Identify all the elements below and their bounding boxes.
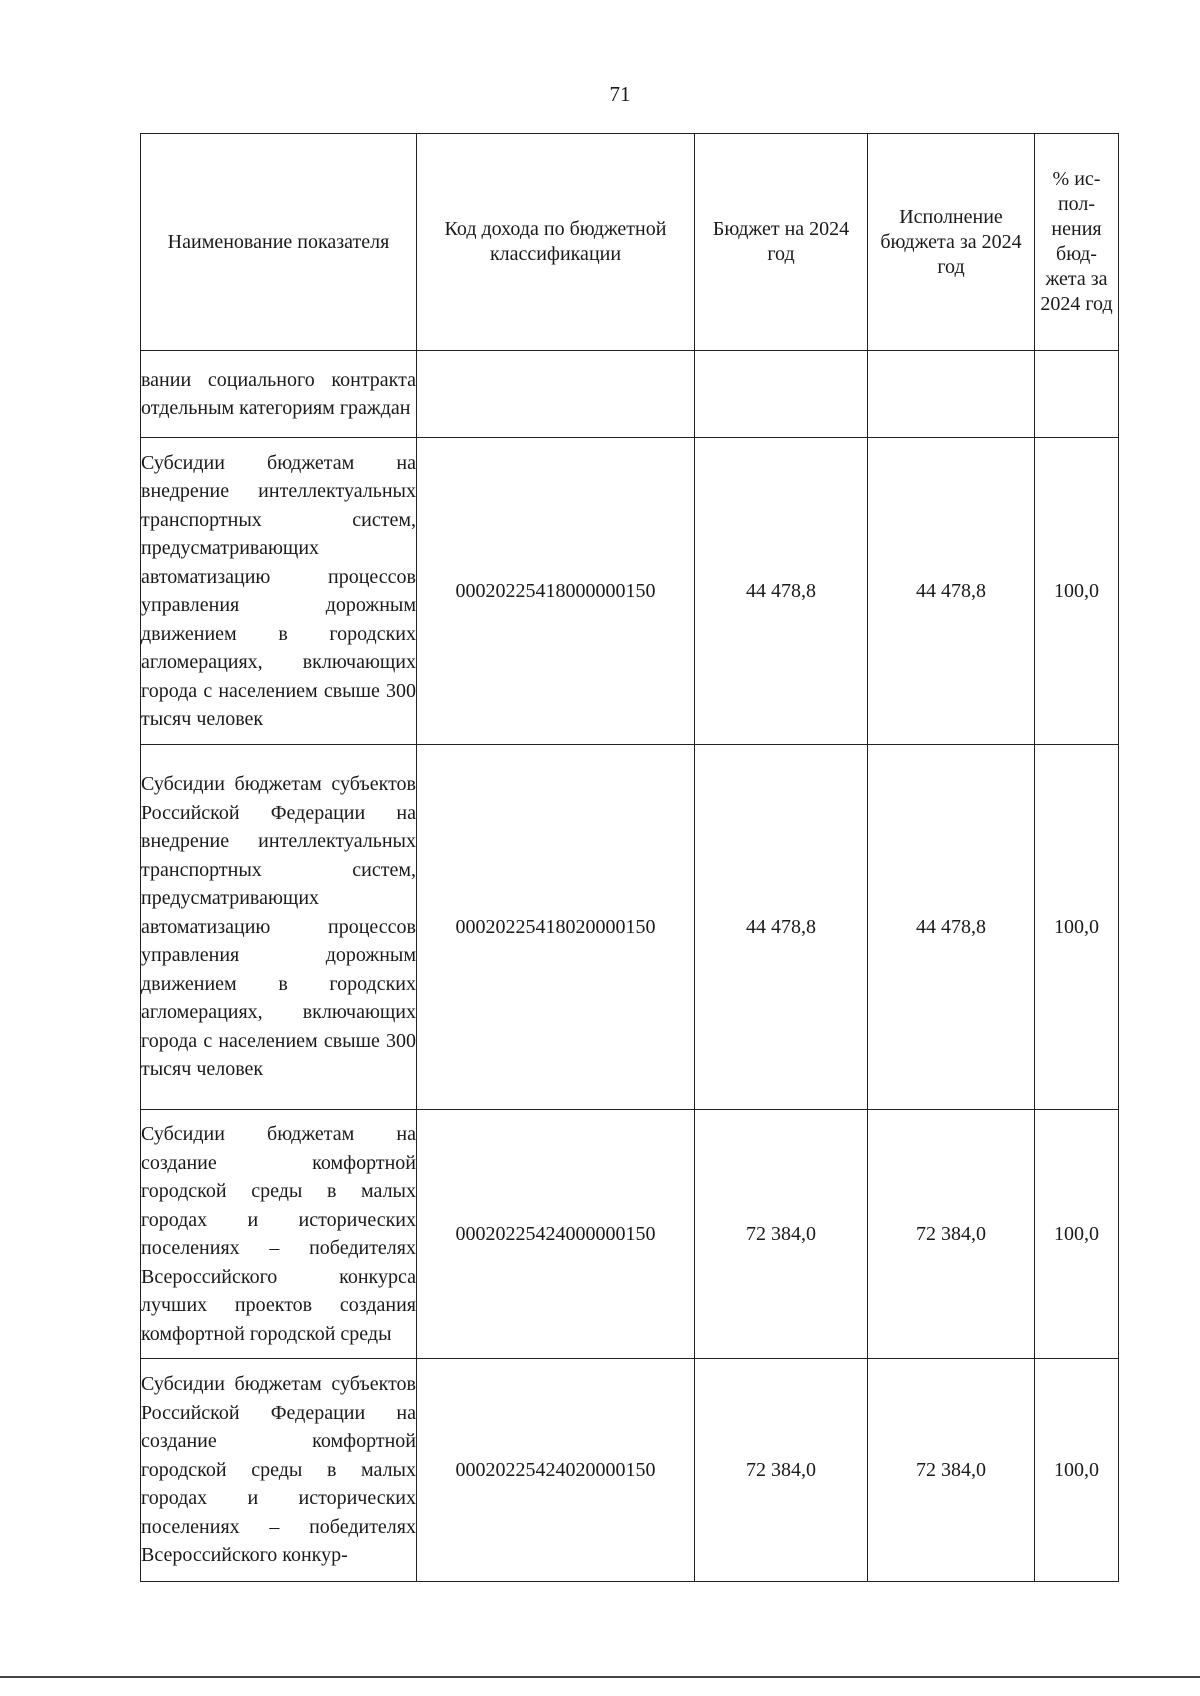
table-header-row: [141, 134, 1119, 351]
row-income-code: [417, 351, 695, 438]
row-budget-value: 72 384,0: [695, 1359, 868, 1582]
table-row: [141, 1110, 1119, 1359]
header-budget-2024: Бюджет на 2024 год: [695, 134, 868, 351]
row-income-code: 00020225418000000150: [417, 438, 695, 745]
row-execution-value: 72 384,0: [868, 1359, 1035, 1582]
budget-execution-table: [140, 133, 1119, 1582]
row-execution-value: [868, 351, 1035, 438]
row-indicator-name: Субсидии бюджетам субъектов Российской Федерации на внедрение интеллектуальных транспортных систем, предусматривающих автоматизацию процессов управления дорожным движением в городских агломерациях, включающих города с населением свыше 300 тысяч человек: [141, 745, 417, 1110]
table-row: [141, 745, 1119, 1110]
header-indicator-name: Наименование показателя: [141, 134, 417, 351]
header-execution-percent: % ис-пол-нения бюд-жета за 2024 год: [1035, 134, 1119, 351]
table-row: [141, 438, 1119, 745]
scan-bottom-edge-line: [0, 1676, 1200, 1678]
row-indicator-name: Субсидии бюджетам на внедрение интеллектуальных транспортных систем, предусматривающих автоматизацию процессов управления дорожным движением в городских агломерациях, включающих города с населением свыше 300 тысяч человек: [141, 438, 417, 745]
row-income-code: 00020225424020000150: [417, 1359, 695, 1582]
row-indicator-name: Субсидии бюджетам на создание комфортной городской среды в малых городах и исторических поселениях – победителях Всероссийского конкурса лучших проектов создания комфортной городской среды: [141, 1110, 417, 1359]
row-execution-percent: 100,0: [1035, 438, 1119, 745]
table-row: [141, 1359, 1119, 1582]
table-row: [141, 351, 1119, 438]
page-number: 71: [609, 82, 631, 106]
row-execution-percent: 100,0: [1035, 1110, 1119, 1359]
row-budget-value: 44 478,8: [695, 745, 868, 1110]
row-execution-value: 72 384,0: [868, 1110, 1035, 1359]
row-income-code: 00020225424000000150: [417, 1110, 695, 1359]
row-income-code: 00020225418020000150: [417, 745, 695, 1110]
header-execution-2024: Исполнение бюджета за 2024 год: [868, 134, 1035, 351]
row-budget-value: [695, 351, 868, 438]
row-execution-value: 44 478,8: [868, 745, 1035, 1110]
row-indicator-name: вании социального контракта отдельным категориям граждан: [141, 351, 417, 438]
row-budget-value: 72 384,0: [695, 1110, 868, 1359]
row-execution-percent: 100,0: [1035, 1359, 1119, 1582]
row-indicator-name: Субсидии бюджетам субъектов Российской Федерации на создание комфортной городской среды в малых городах и исторических поселениях – победителях Всероссийского конкур-: [141, 1359, 417, 1582]
row-execution-percent: [1035, 351, 1119, 438]
row-execution-percent: 100,0: [1035, 745, 1119, 1110]
row-execution-value: 44 478,8: [868, 438, 1035, 745]
row-budget-value: 44 478,8: [695, 438, 868, 745]
header-income-code: Код дохода по бюджетной классификации: [417, 134, 695, 351]
